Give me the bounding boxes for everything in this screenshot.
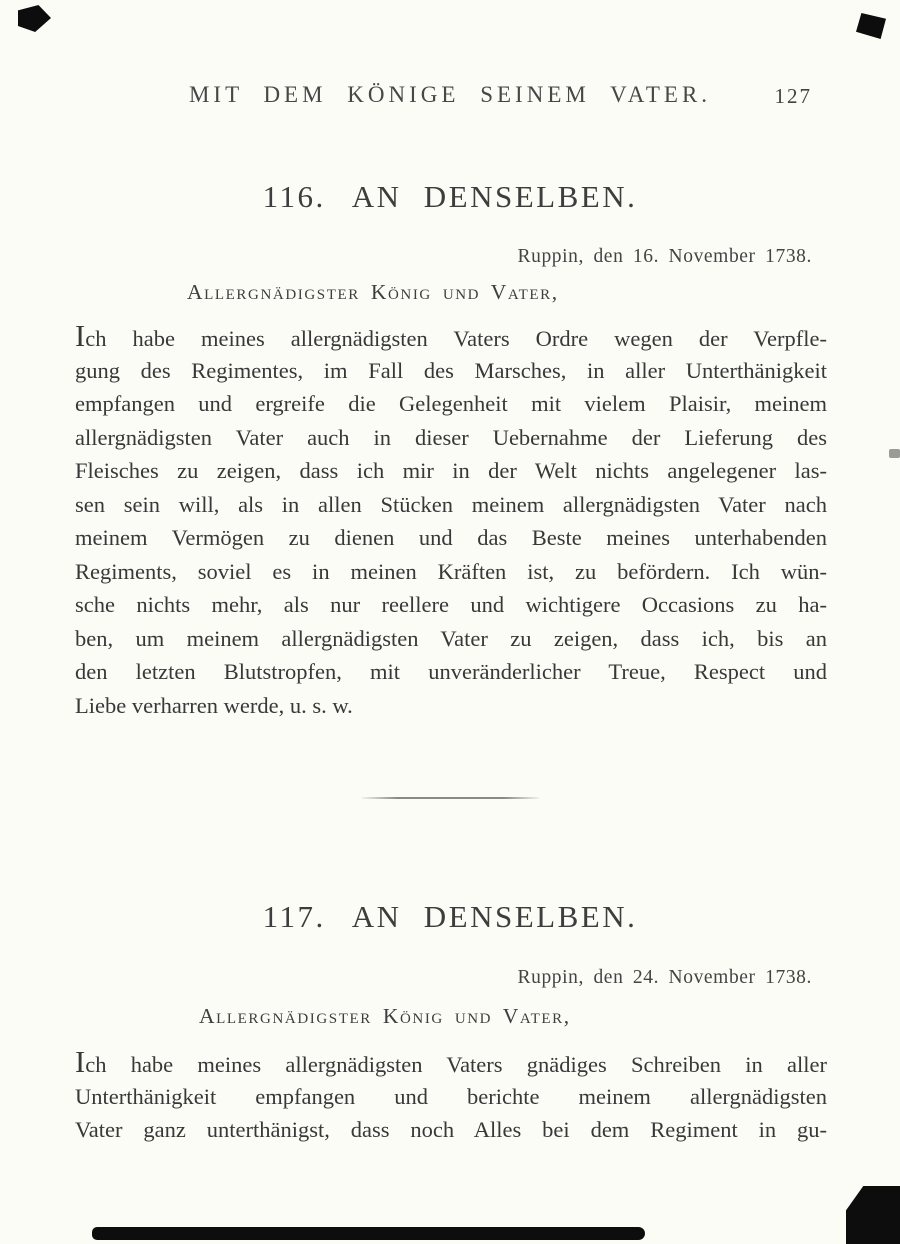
letter-117-body <box>75 1046 827 1147</box>
body-line: Unterthänigkeit empfangen und berichte meinem allergnädigsten <box>75 1083 827 1109</box>
letter-116-dateline: Ruppin, den 16. November 1738. <box>517 246 812 267</box>
letter-117-heading <box>0 899 900 935</box>
running-head-title: MIT DEM KÖNIGE SEINEM VATER. <box>188 82 712 107</box>
scan-artifact-bottom-bar <box>92 1227 645 1240</box>
body-line: gung des Regimentes, im Fall des Marsches, in aller Unterthänigkeit <box>75 357 827 383</box>
drop-initial: I <box>75 1045 86 1079</box>
scan-artifact-top-right <box>856 13 886 39</box>
body-lines <box>75 1080 827 1147</box>
body-line-first <box>75 320 827 354</box>
letter-116-number: 116. <box>262 179 326 214</box>
body-line: Vater ganz unterthänigst, dass noch Alles bei dem Regiment in gu- <box>75 1117 827 1142</box>
scan-artifact-bottom-right <box>846 1186 900 1244</box>
letter-117-number: 117. <box>262 899 326 934</box>
letter-116-body <box>75 320 827 722</box>
body-line: Fleisches zu zeigen, dass ich mir in der Welt nichts angelegener las- <box>75 458 827 483</box>
body-line: den letzten Blutstropfen, mit unveränderlicher Treue, Respect und <box>75 659 827 684</box>
page-number: 127 <box>774 84 812 108</box>
body-line: ben, um meinem allergnädigsten Vater zu zeigen, dass ich, bis an <box>75 625 827 651</box>
section-divider-rule <box>362 797 539 799</box>
letter-117-dateline: Ruppin, den 24. November 1738. <box>517 967 812 988</box>
body-line: sche nichts mehr, als nur reellere und wichtigere Occasions zu ha- <box>75 592 827 617</box>
body-line: meinem Vermögen zu dienen und das Beste meines unterhabenden <box>75 525 827 550</box>
letter-117-salutation: Allergnädigster König und Vater, <box>199 1004 571 1028</box>
body-line: Regiments, soviel es in meinen Kräften ist, zu befördern. Ich wün- <box>75 558 827 584</box>
drop-initial: I <box>75 319 86 353</box>
body-line-first-text: ch habe meines allergnädigsten Vaters gnädiges Schreiben in aller <box>85 1052 827 1077</box>
body-line: empfangen und ergreife die Gelegenheit mit vielem Plaisir, meinem <box>75 391 827 416</box>
letter-116-salutation: Allergnädigster König und Vater, <box>187 280 559 304</box>
body-line-first <box>75 1046 827 1080</box>
body-line-first-text: ch habe meines allergnädigsten Vaters Ordre wegen der Verpfle- <box>85 326 827 351</box>
body-line-last: Liebe verharren werde, u. s. w. <box>75 692 353 718</box>
body-lines <box>75 354 827 689</box>
scan-artifact-right-edge <box>889 449 900 458</box>
letter-117-title: AN DENSELBEN. <box>351 899 638 934</box>
letter-116-title: AN DENSELBEN. <box>351 179 638 214</box>
body-line: allergnädigsten Vater auch in dieser Uebernahme der Lieferung des <box>75 424 827 450</box>
scan-artifact-top-left <box>18 5 51 32</box>
body-line: sen sein will, als in allen Stücken meinem allergnädigsten Vater nach <box>75 491 827 517</box>
letter-116-heading <box>0 179 900 215</box>
